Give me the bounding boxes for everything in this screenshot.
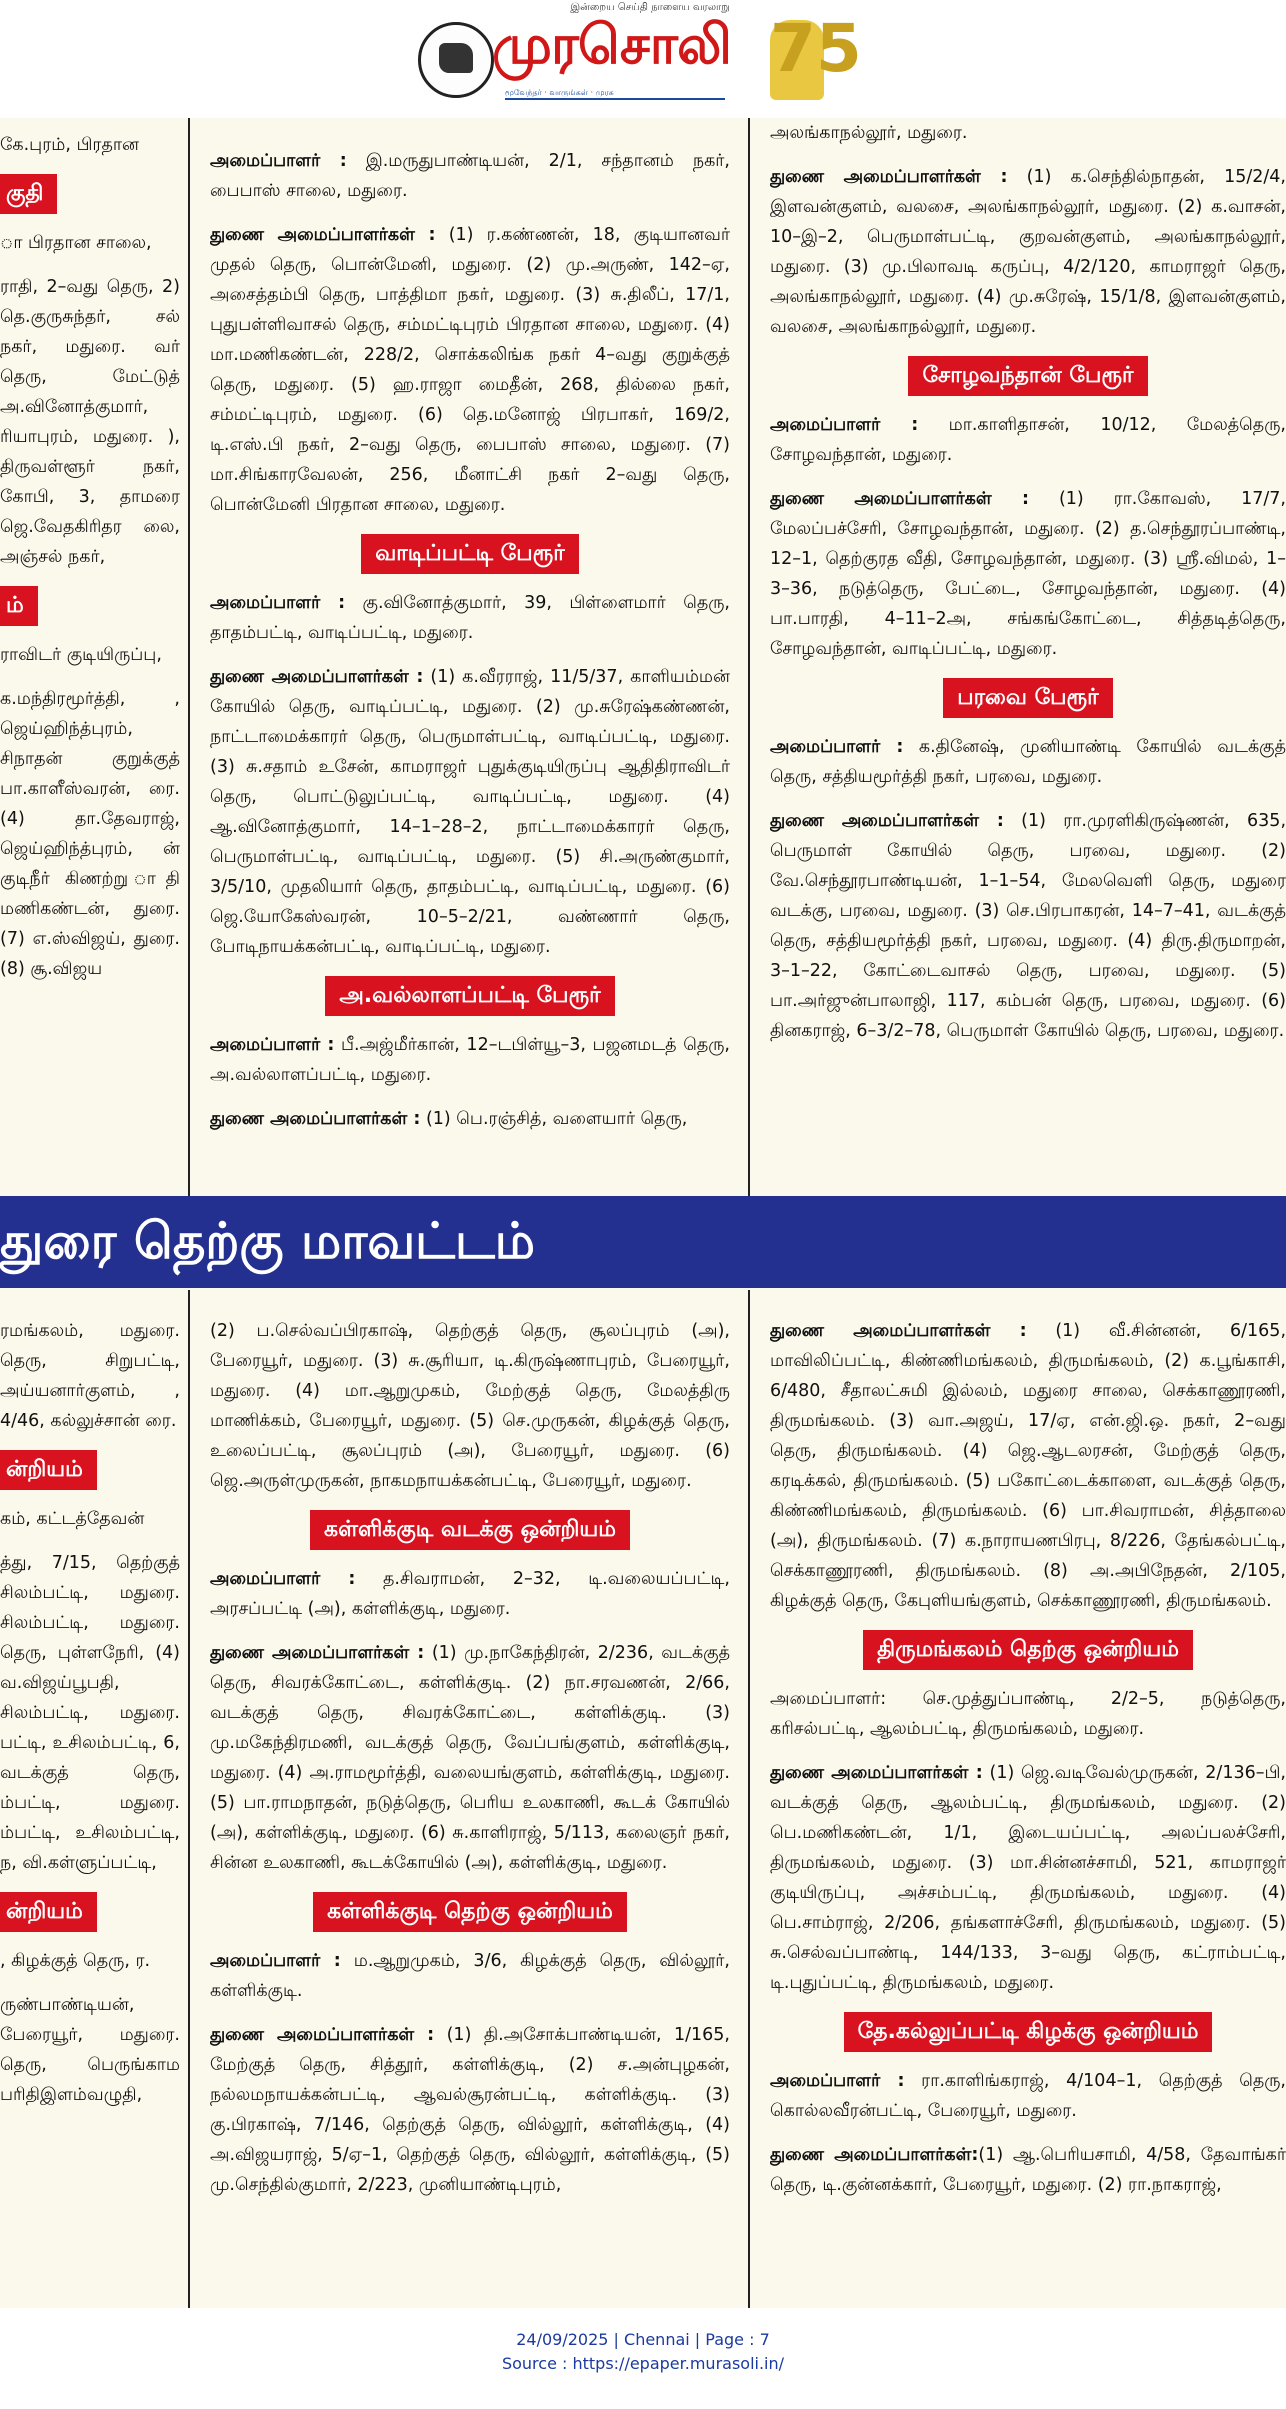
body-text: (1) க.செந்தில்நாதன், 15/2/4, இளவன்குளம், வலசை, அலங்காநல்லூர், மதுரை. (2) க.வாசன், 10–இ–2, பெருமாள்பட்டி, குறவன்குளம், அலங்காநல்லூர், மதுரை. (3) மு.பிலாவடி கருப்பு, 4/2/120, காமராஜர் தெரு, அலங்காநல்லூர், மதுரை. (4) மு.சுரேஷ், 15/1/8, இளவன்குளம், வலசை, அலங்காநல்லூர், மதுரை. [770,167,1286,337]
body-text: (1) ரா.கோவஸ், 17/7, மேலப்பச்சேரி, சோழவந்தான், மதுரை. (2) த.செந்தூரப்பாண்டி, 12–1, தெற்குரத வீதி, சோழவந்தான், மதுரை. (3) ஸ்ரீ.விமல், 1–3–36, நடுத்தெரு, பேட்டை, சோழவந்தான், மதுரை. (4) பா.பாரதி, 4–11–2அ, சங்கங்கோட்டை, சித்தடித்தெரு, சோழவந்தான், வாடிப்பட்டி, மதுரை. [770,489,1286,659]
masthead-tagline: இன்றைய செய்தி நாளைய வரலாறு [570,2,730,13]
article-column-right-bottom [770,1316,1286,2308]
article-column-left-bottom [0,1316,180,2308]
body-text: ராவிடர் குடியிருப்பு, [0,645,162,665]
logo-subtitle: மூவேந்தர் · வாருங்கள் · முரசு [505,88,725,100]
emblem-icon [418,22,494,98]
article-column-middle-top [210,146,730,1196]
label-deputy-organizers: துணை அமைப்பாளர்கள் : [210,2025,435,2045]
organizer-entry [210,1564,730,1624]
deputy-organizers-entry [210,1638,730,1878]
label-deputy-organizers: துணை அமைப்பாளர்கள் : [770,167,1008,187]
section-heading: கள்ளிக்குடி தெற்கு ஒன்றியம் [313,1892,627,1932]
label-organizer: அமைப்பாளர்: [770,1689,887,1709]
label-deputy-organizers: துணை அமைப்பாளர்கள்: [770,2145,979,2165]
article-column-right-top [770,118,1286,1196]
article-column-middle-bottom [210,1316,730,2308]
label-organizer: அமைப்பாளர் : [770,415,919,435]
label-organizer: அமைப்பாளர் : [770,737,904,757]
deputy-organizers-entry [210,2020,730,2200]
edition-info: 24/09/2025 | Chennai | Page : 7 [516,2330,770,2349]
district-banner [0,1196,1286,1288]
masthead [0,0,1286,118]
organizer-entry [210,588,730,648]
label-deputy-organizers: துணை அமைப்பாளர்கள் : [770,811,1004,831]
section-heading: கள்ளிக்குடி வடக்கு ஒன்றியம் [310,1510,630,1550]
label-organizer: அமைப்பாளர் : [210,1035,335,1055]
body-text: (1) பெ.ரஞ்சித், வளையார் தெரு, [420,1109,688,1129]
section-heading: திருமங்கலம் தெற்கு ஒன்றியம் [863,1630,1193,1670]
deputy-organizers-entry [770,1316,1286,1616]
column-divider [748,1290,750,2308]
deputy-organizers-entry [770,2140,1286,2200]
page-footer [0,2308,1286,2409]
body-text: பீ.அஜ்மீர்கான், 12–டபிள்யூ–3, பஜனமடத் தெரு, அ.வல்லாளப்பட்டி, மதுரை. [210,1035,730,1085]
newspaper-logo: முரசொலி [492,13,731,76]
section-heading: அ.வல்லாளப்பட்டி பேரூர் [325,976,614,1016]
label-organizer: அமைப்பாளர் : [210,1951,341,1971]
organizer-entry [770,2066,1286,2126]
organizer-entry [210,1946,730,2006]
body-text: த்து, 7/15, தெற்குத் சிலம்பட்டி, மதுரை. சிலம்பட்டி, மதுரை. தெரு, புள்ளநேரி, (4) வ.விஜய்பூபதி, சிலம்பட்டி, மதுரை. பட்டி, உசிலம்பட்டி, 6, வடக்குத் தெரு, ம்பட்டி, மதுரை. ம்பட்டி, உசிலம்பட்டி, ந, வி.கள்ளுப்பட்டி, [0,1553,180,1873]
section-heading: சோழவந்தான் பேரூர் [908,356,1147,396]
body-text: (1) க.வீரராஜ், 11/5/37, காளியம்மன் கோயில் தெரு, வாடிப்பட்டி, மதுரை. (2) மு.சுரேஷ்கண்ணன், நாட்டாமைக்காரர் தெரு, பெருமாள்பட்டி, வாடிப்பட்டி, மதுரை. (3) சு.சதாம் உசேன், காமராஜர் புதுக்குடியிருப்பு ஆதிதிராவிடர் தெரு, பொட்டுலுப்பட்டி, வாடிப்பட்டி, மதுரை. (4) ஆ.வினோத்குமார், 14–1–28–2, நாட்டாமைக்காரர் தெரு, பெருமாள்பட்டி, வாடிப்பட்டி, மதுரை. (5) சி.அருண்குமார், 3/5/10, முதலியார் தெரு, தாதம்பட்டி, வாடிப்பட்டி, மதுரை. (6) ஜெ.யோகேஸ்வரன், 10–5–2/21, வண்ணார் தெரு, போடிநாயக்கன்பட்டி, வாடிப்பட்டி, மதுரை. [210,667,730,957]
organizer-entry [770,1684,1286,1744]
organizer-entry [210,1030,730,1090]
body-text: ராதி, 2–வது தெரு, 2) தெ.குருசுந்தர், சல் நகர், மதுரை. வர் தெரு, மேட்டுத் அ.வினோத்குமார், ரியாபுரம், மதுரை. ), திருவள்ளூர் நகர், கோபி, 3, தாமரை ஜெ.வேதகிரிதர லை, அஞ்சல் நகர், [0,277,180,567]
body-text: (1) மு.நாகேந்திரன், 2/236, வடக்குத் தெரு, சிவரக்கோட்டை, கள்ளிக்குடி. (2) நா.சரவணன், 2/66, வடக்குத் தெரு, சிவரக்கோட்டை, கள்ளிக்குடி. (3) மு.மகேந்திரமணி, வடக்குத் தெரு, வேப்பங்குளம், கள்ளிக்குடி, மதுரை. (4) அ.ராமமூர்த்தி, வலையங்குளம், கள்ளிக்குடி, மதுரை. (5) பா.ராமநாதன், நடுத்தெரு, பெரிய உலகாணி, கூடக் கோயில் (அ), கள்ளிக்குடி, மதுரை. (6) சு.காளிராஜ், 5/113, கலைஞர் நகர், சின்ன உலகாணி, கூடக்கோயில் (அ), கள்ளிக்குடி, மதுரை. [210,1643,730,1873]
label-deputy-organizers: துணை அமைப்பாளர்கள் : [210,225,436,245]
article-column-left-top [0,130,180,1196]
organizer-entry [770,410,1286,470]
body-text: மா.காளிதாசன், 10/12, மேலத்தெரு, சோழவந்தான், மதுரை. [770,415,1286,465]
body-text: (1) ரா.முரளிகிருஷ்ணன், 635, பெருமாள் கோயில் தெரு, பரவை, மதுரை. (2) வே.செந்தூரபாண்டியன், 1–1–54, மேலவெளி தெரு, மதுரை வடக்கு, பரவை, மதுரை. (3) செ.பிரபாகரன், 14–7–41, வடக்குத் தெரு, சத்தியமூர்த்தி நகர், பரவை, மதுரை. (4) திரு.திருமாறன், 3–1–22, கோட்டைவாசல் தெரு, பரவை, மதுரை. (5) பா.அர்ஜுன்பாலாஜி, 117, கம்பன் தெரு, பரவை, மதுரை. (6) தினகராஜ், 6–3/2–78, பெருமாள் கோயில் தெரு, பரவை, மதுரை. [770,811,1286,1041]
body-text: கு.வினோத்குமார், 39, பிள்ளைமார் தெரு, தாதம்பட்டி, வாடிப்பட்டி, மதுரை. [210,593,730,643]
source-link[interactable]: Source : https://epaper.murasoli.in/ [501,2354,785,2373]
section-heading: ன்றியம் [0,1892,97,1932]
section-heading: குதி [0,174,57,214]
label-deputy-organizers: துணை அமைப்பாளர்கள் : [210,1109,421,1129]
district-title: துரை தெற்கு மாவட்டம் [0,1212,536,1270]
section-heading: தே.கல்லுப்பட்டி கிழக்கு ஒன்றியம் [844,2012,1213,2052]
section-heading: பரவை பேரூர் [943,678,1112,718]
section-heading: வாடிப்பட்டி பேரூர் [361,534,579,574]
body-text: கே.புரம், பிரதான [0,135,139,155]
body-text: ா பிரதான சாலை, [0,233,152,253]
body-text: (1) ர.கண்ணன், 18, குடியானவர் முதல் தெரு, பொன்மேனி, மதுரை. (2) மு.அருண், 142–ஏ, அசைத்தம்பி தெரு, பாத்திமா நகர், மதுரை. (3) சு.திலீப், 17/1, புதுபள்ளிவாசல் தெரு, சம்மட்டிபுரம் பிரதான சாலை, மதுரை. (4) மா.மணிகண்டன், 228/2, சொக்கலிங்க நகர் 4–வது குறுக்குத் தெரு, மதுரை. (5) ஹ.ராஜா மைதீன், 268, தில்லை நகர், சம்மட்டிபுரம், மதுரை. (6) தெ.மனோஜ் பிரபாகர், 169/2, டி.எஸ்.பி நகர், 2–வது தெரு, பைபாஸ் சாலை, மதுரை. (7) மா.சிங்காரவேலன், 256, மீனாட்சி நகர் 2–வது தெரு, பொன்மேனி பிரதான சாலை, மதுரை. [210,225,730,515]
label-organizer: அமைப்பாளர் : [210,151,347,171]
column-divider [748,118,750,1196]
column-divider [188,118,190,1196]
body-text: (1) ஆ.பெரியசாமி, 4/58, தேவாங்கர் தெரு, டி.குன்னக்கார், பேரையூர், மதுரை. (2) ரா.நாகராஜ், [770,2145,1286,2195]
deputy-organizers-entry [770,484,1286,664]
body-text: த.சிவராமன், 2–32, டி.வலையப்பட்டி, அரசப்பட்டி (அ), கள்ளிக்குடி, மதுரை. [210,1569,730,1619]
body-text: க.தினேஷ், முனியாண்டி கோயில் வடக்குத் தெரு, சத்தியமூர்த்தி நகர், பரவை, மதுரை. [770,737,1286,787]
body-text: இ.மருதுபாண்டியன், 2/1, சந்தானம் நகர், பைபாஸ் சாலை, மதுரை. [210,151,730,201]
body-text: ருண்பாண்டியன், பேரையூர், மதுரை. தெரு, பெருங்காம பரிதிஇளம்வழுதி, [0,1995,180,2105]
deputy-organizers-entry [770,806,1286,1046]
label-organizer: அமைப்பாளர் : [210,1569,356,1589]
body-text: (1) ஜெ.வடிவேல்முருகன், 2/136–பி, வடக்குத் தெரு, ஆலம்பட்டி, திருமங்கலம், மதுரை. (2) பெ.மணிகண்டன், 1/1, இடையப்பட்டி, அலப்பலச்சேரி, திருமங்கலம், மதுரை. (3) மா.சின்னச்சாமி, 521, காமராஜர் குடியிருப்பு, அச்சம்பட்டி, திருமங்கலம், மதுரை. (4) பெ.சாம்ராஜ், 2/206, தங்களாச்சேரி, திருமங்கலம், மதுரை. (5) சு.செல்வப்பாண்டி, 144/133, 3–வது தெரு, கட்ராம்பட்டி, டி.புதுப்பட்டி, திருமங்கலம், மதுரை. [770,1763,1286,1993]
body-text: (2) ப.செல்வப்பிரகாஷ், தெற்குத் தெரு, சூலப்புரம் (அ), பேரையூர், மதுரை. (3) சு.சூரியா, டி.கிருஷ்ணாபுரம், பேரையூர், மதுரை. (4) மா.ஆறுமுகம், மேற்குத் தெரு, மேலத்திரு மாணிக்கம், பேரையூர், மதுரை. (5) செ.முருகன், கிழக்குத் தெரு, உலைப்பட்டி, சூலப்புரம் (அ), பேரையூர், மதுரை. (6) ஜெ.அருள்முருகன், நாகமநாயக்கன்பட்டி, பேரையூர், மதுரை. [210,1321,730,1491]
body-text: ரமங்கலம், மதுரை. தெரு, சிறுபட்டி, அய்யனார்குளம், , 4/46, கல்லுச்சான் ரை. [0,1321,180,1431]
deputy-organizers-entry [210,1104,730,1134]
body-text: , கிழக்குத் தெரு, ர. [0,1951,151,1971]
deputy-organizers-entry [210,662,730,962]
label-organizer: அமைப்பாளர் : [770,2071,905,2091]
label-deputy-organizers: துணை அமைப்பாளர்கள் : [770,1763,983,1783]
label-deputy-organizers: துணை அமைப்பாளர்கள் : [770,1321,1027,1341]
organizer-entry [210,146,730,206]
deputy-organizers-entry [210,220,730,520]
anniversary-badge: 75 [770,10,862,87]
body-text: (1) தி.அசோக்பாண்டியன், 1/165, மேற்குத் தெரு, சித்தூர், கள்ளிக்குடி, (2) ச.அன்புழகன், நல்லமநாயக்கன்பட்டி, ஆவல்சூரன்பட்டி, கள்ளிக்குடி. (3) கு.பிரகாஷ், 7/146, தெற்குத் தெரு, வில்லூர், கள்ளிக்குடி, (4) அ.விஜயராஜ், 5/ஏ–1, தெற்குத் தெரு, வில்லூர், கள்ளிக்குடி, (5) மு.செந்தில்குமார், 2/223, முனியாண்டிபுரம், [210,2025,730,2195]
label-deputy-organizers: துணை அமைப்பாளர்கள் : [210,1643,425,1663]
body-text: ம.ஆறுமுகம், 3/6, கிழக்குத் தெரு, வில்லூர், கள்ளிக்குடி. [210,1951,730,2001]
organizer-entry [770,732,1286,792]
column-divider [188,1290,190,2308]
body-text: கம், கட்டத்தேவன் [0,1509,145,1529]
newspaper-page [0,118,1286,2308]
section-heading: ன்றியம் [0,1450,97,1490]
label-deputy-organizers: துணை அமைப்பாளர்கள் : [210,667,424,687]
body-text: செ.முத்துப்பாண்டி, 2/2–5, நடுத்தெரு, கரிசல்பட்டி, ஆலம்பட்டி, திருமங்கலம், மதுரை. [770,1689,1286,1739]
body-text: (1) வீ.சின்னன், 6/165, மாவிலிப்பட்டி, கிண்ணிமங்கலம், திருமங்கலம், (2) க.பூங்காசி, 6/480, சீதாலட்சுமி இல்லம், மதுரை சாலை, செக்காணூரணி, திருமங்கலம். (3) வா.அஜய், 17/ஏ, என்.ஜி.ஒ. நகர், 2–வது தெரு, திருமங்கலம். (4) ஜெ.ஆடலரசன், மேற்குத் தெரு, கரடிக்கல், திருமங்கலம். (5) பகோட்டைக்காளை, வடக்குத் தெரு, கிண்ணிமங்கலம், திருமங்கலம். (6) பா.சிவராமன், சித்தாலை (அ), திருமங்கலம். (7) க.நாராயணபிரபு, 8/226, தேங்கல்பட்டி, செக்காணூரணி, திருமங்கலம். (8) அ.அபிநேதன், 2/105, கிழக்குத் தெரு, கேபுளியங்குளம், செக்காணூரணி, திருமங்கலம். [770,1321,1286,1611]
body-text: அலங்காநல்லூர், மதுரை. [770,123,968,143]
label-deputy-organizers: துணை அமைப்பாளர்கள் : [770,489,1030,509]
body-text: ரா.காளிங்கராஜ், 4/104–1, தெற்குத் தெரு, கொல்லவீரன்பட்டி, பேரையூர், மதுரை. [770,2071,1286,2121]
deputy-organizers-entry [770,162,1286,342]
body-text: க.மந்திரமூர்த்தி, , ஜெய்ஹிந்த்புரம், சிநாதன் குறுக்குத் பா.காளீஸ்வரன், ரை. (4) தா.தேவராஜ், ஜெய்ஹிந்த்புரம், ன் குடிநீர் கிணற்று ாதி மணிகண்டன், துரை. (7) எ.ஸ்விஜய், துரை. (8) சூ.விஜய [0,689,180,979]
section-heading: ம் [0,586,38,626]
deputy-organizers-entry [770,1758,1286,1998]
label-organizer: அமைப்பாளர் : [210,593,346,613]
